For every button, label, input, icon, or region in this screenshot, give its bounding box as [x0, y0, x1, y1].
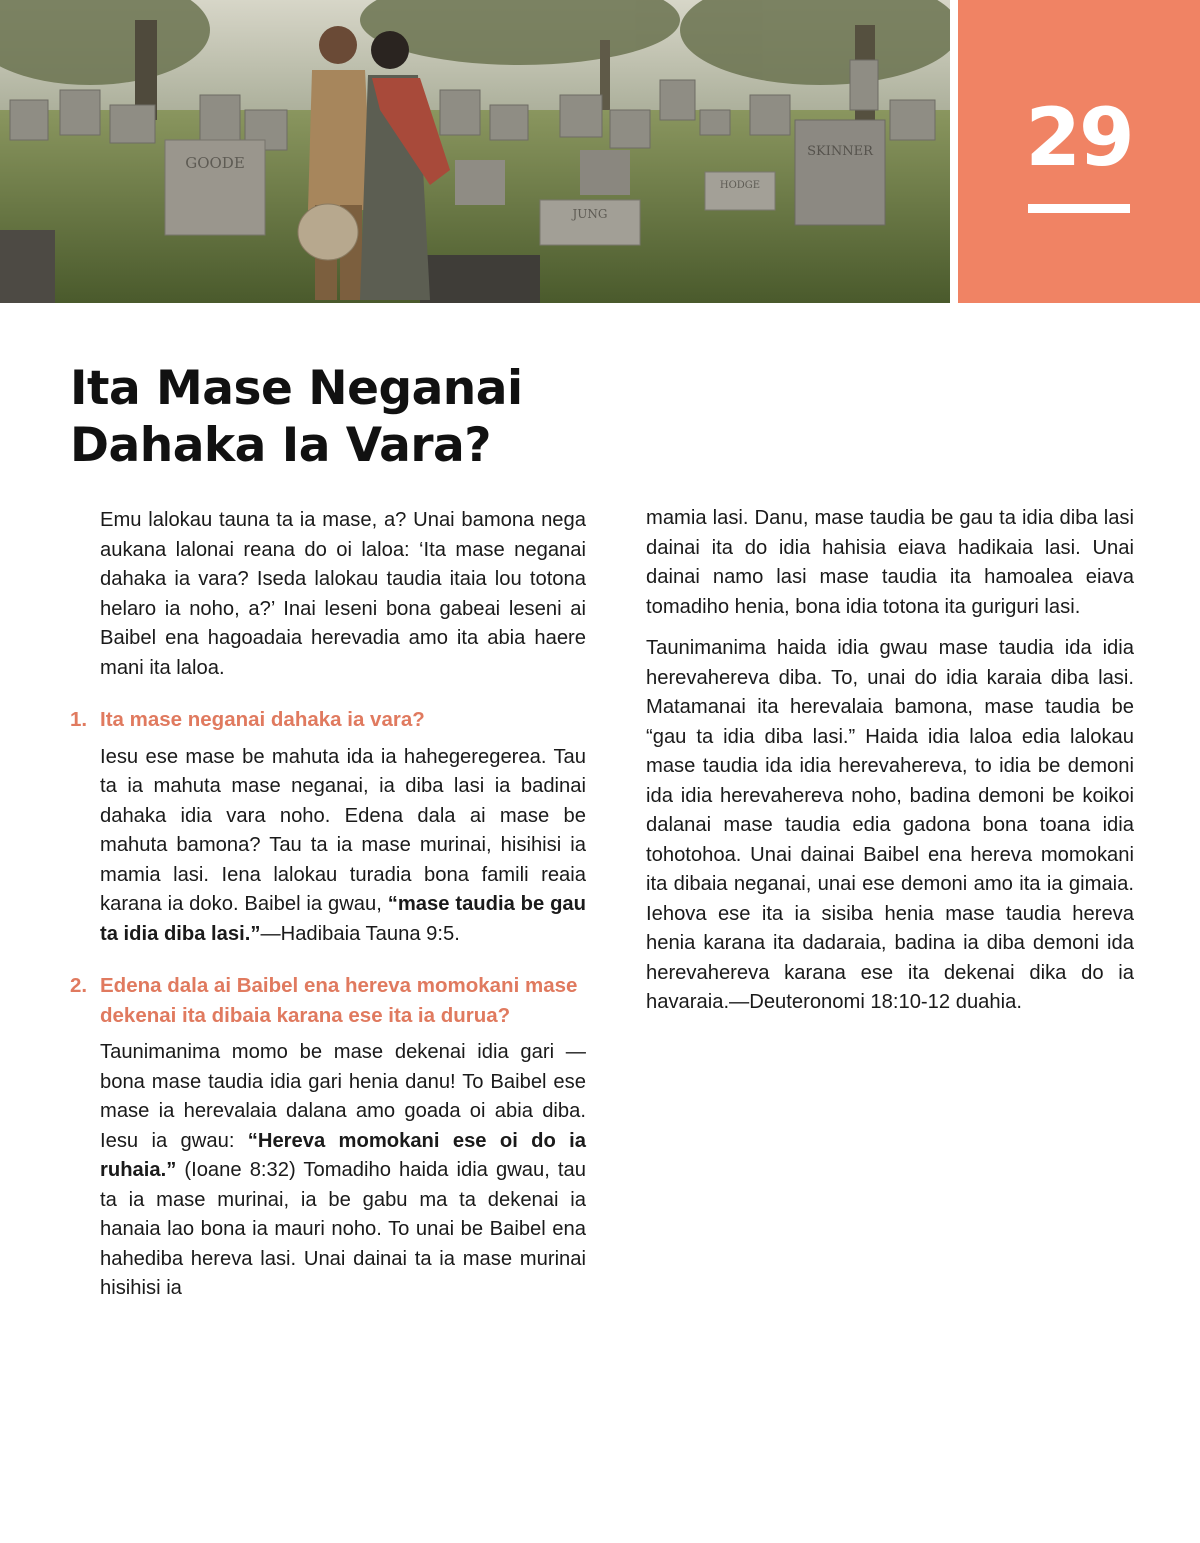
intro-paragraph: Emu lalokau tauna ta ia mase, a? Unai bamona nega aukana lalonai reana do oi laloa: ‘Ita mase neganai dahaka ia vara? Iseda lalokau taudia itaia lou totona helaro ia noho, a?’ Inai leseni bona gabeai leseni ai Baibel ena hagoadaia herevadia amo ita abia haere mani ita laloa. — [100, 509, 586, 679]
chapter-badge — [958, 0, 1200, 303]
svg-text:HODGE: HODGE — [719, 180, 761, 191]
svg-text:SKINNER: SKINNER — [807, 144, 873, 159]
gravestone-goode — [165, 140, 265, 235]
right-column — [646, 504, 1134, 1030]
svg-text:JUNG: JUNG — [572, 207, 608, 221]
title-line-2: Dahaka Ia Vara? — [70, 418, 491, 473]
gravestone-skinner — [795, 120, 885, 225]
answer-2-text: Taunimanima momo be mase dekenai idia gari —bona mase taudia idia gari henia danu! To Baibel ese mase ia herevalaia dalana amo goada oi abia diba. Iesu ia gwau: — [100, 1041, 586, 1152]
question-1 — [70, 705, 586, 735]
svg-text:GOODE: GOODE — [185, 154, 245, 172]
chapter-number: 29 — [1025, 91, 1133, 184]
question-1-number: 1. — [70, 708, 88, 731]
answer-1-reference: —Hadibaia Tauna 9:5. — [260, 922, 460, 945]
answer-1-text: Iesu ese mase be mahuta ida ia hahegeregerea. Tau ta ia mahuta mase neganai, ia diba lasi ia badinai dahaka idia vara noho. Edena dala ai mase be mahuta bamona? Tau ta ia mase murinai, hisihisi ia mamia lasi. Iena lalokau turadia bona famili reaia karana ia doko. Baibel ia gwau, — [100, 745, 586, 915]
answer-1-quote: “mase taudia be gau ta idia diba lasi.” — [100, 893, 586, 945]
header-photo — [0, 0, 950, 303]
answer-1-paragraph — [70, 743, 586, 950]
chapter-underline — [1028, 204, 1130, 213]
question-1-text: Ita mase neganai dahaka ia vara? — [100, 708, 425, 731]
page-title — [70, 360, 523, 474]
answer-2-quote: “Hereva momokani ese oi do ia ruhaia.” — [100, 1129, 586, 1181]
question-2-text: Edena dala ai Baibel ena hereva momokani mase dekenai ita dibaia karana ese ita ia durua? — [100, 974, 578, 1027]
title-line-1: Ita Mase Neganai — [70, 361, 523, 416]
right-paragraph-2: Taunimanima haida idia gwau mase taudia ida idia herevahereva diba. To, unai do idia karaia diba lasi. Matamanai ita herevalaia bamona, mase taudia be “gau ta idia diba lasi.” Haida idia laloa edia lalokau mase taudia ida idia herevahereva, to idia be demoni ida idia herevahereva noho, badina demoni be koikoi dalanai mase taudia edia gadona bona toana idia tohotohoa. Unai dainai Baibel ena hereva momokani ita dibaia neganai, unai ese demoni amo ita ia gimaia. Iehova ese ita ia sisiba henia mase taudia hereva henia karana ita dadaraia, badina ia diba demoni ida herevahereva karana ese ita dekenai dika do ia havaraia.—Deuteronomi 18:10-12 duahia. — [646, 637, 1134, 1013]
gravestone-hodge — [705, 172, 775, 210]
question-2 — [70, 971, 586, 1030]
gravestone-jung — [540, 200, 640, 245]
answer-2-paragraph — [70, 1038, 586, 1304]
question-2-number: 2. — [70, 974, 88, 997]
left-column — [70, 506, 586, 1316]
answer-2-continuation: (Ioane 8:32) Tomadiho haida idia gwau, tau ta ia mase murinai, ia be gabu ma ta dekenai ia hanaia lao bona ia mauri noho. To unai be Baibel ena hahediba hereva lasi. Unai dainai ta ia mase murinai hisihisi ia — [100, 1159, 586, 1299]
cemetery-illustration — [0, 0, 950, 303]
right-paragraph-1: mamia lasi. Danu, mase taudia be gau ta idia diba lasi dainai ita do idia hahisia eiava hadikaia lasi. Unai dainai namo lasi mase taudia ita hamoalea eiava tomadiho henia, bona idia totona ita guriguri lasi. — [646, 507, 1134, 618]
